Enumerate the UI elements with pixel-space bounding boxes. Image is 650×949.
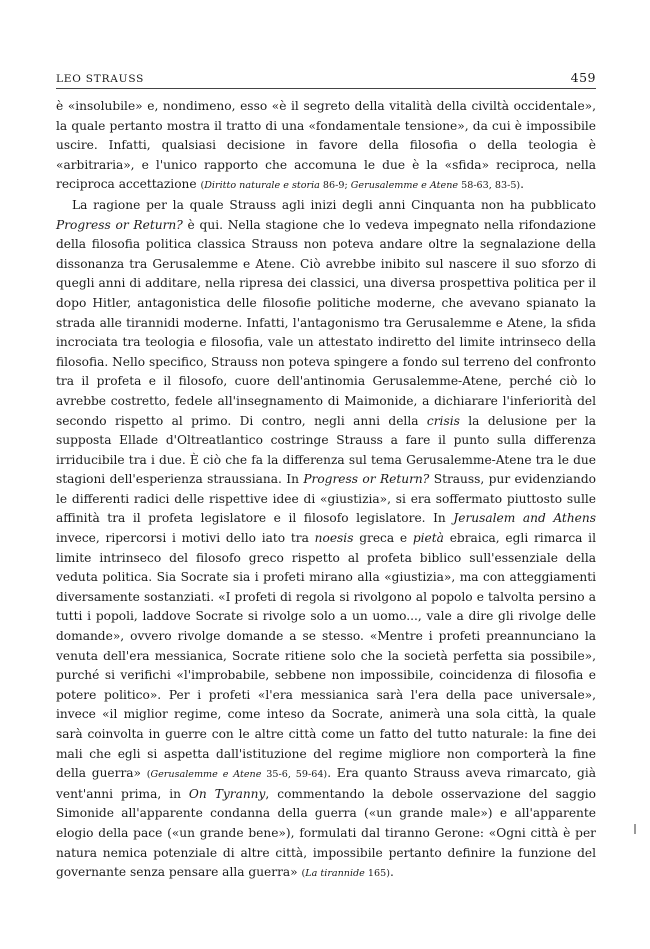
book-title: Jerusalem and Athens <box>453 511 596 526</box>
paragraph-1: è «insolubile» e, nondimeno, esso «è il segreto della vitalità della civiltà occidentale», la quale pertanto mostra il tratto di una «fondamentale tensione», da cui è impossibile uscire. Infatti, qualsiasi decisione in favore della filosofia o della teologia è «arbitraria», e l'unico rapporto che accomuna le due è la «sfida» reciproca, nella reciproca accettazione (Diritto naturale e storia 86-9; Gerusalemme e Atene 58-63, 83-5). <box>56 99 596 192</box>
italic-term: pietà <box>412 531 444 546</box>
citation-1: (Diritto naturale e storia 86-9; Gerusalemme e Atene 58-63, 83-5) <box>200 180 521 192</box>
citation-title: Gerusalemme e Atene <box>350 180 459 192</box>
italic-term: noesis <box>314 531 354 546</box>
running-head-author: LEO STRAUSS <box>56 73 145 85</box>
scan-mark <box>634 824 636 834</box>
citation-title: Gerusalemme e Atene <box>150 769 262 781</box>
book-title: On Tyranny <box>188 786 266 801</box>
page <box>56 70 596 884</box>
running-header <box>56 70 596 89</box>
p1-text: è «insolubile» e, nondimeno, esso «è il segreto della vitalità della civiltà occidentale», la quale pertanto mostra il tratto di una «fondamentale tensione», da cui è impossibile uscire. Infatti, qualsiasi decisione in favore della filosofia o della teologia è «arbitraria», e l'unico rapporto che accomuna le due è la «sfida» reciproca, nella reciproca accettazione <box>56 99 596 192</box>
body-text <box>56 97 596 884</box>
citation-2: (Gerusalemme e Atene 35-6, 59-64) <box>146 769 328 781</box>
italic-term: crisis <box>426 413 460 428</box>
page-number: 459 <box>570 70 596 85</box>
citation-title: La tirannide <box>305 868 365 880</box>
paragraph-2: La ragione per la quale Strauss agli inizi degli anni Cinquanta non ha pubblicato Progress or Return? è qui. Nella stagione che lo vedeva impegnato nella rifondazione della filosofia politica classica Strauss non poteva andare oltre la segnalazione della dissonanza tra Gerusalemme e Atene. Ciò avrebbe inibito sul nascere il suo sforzo di quegli anni di additare, nella ripresa dei classici, una diversa prospettiva politica per il dopo Hitler, antagonistica delle filosofie politiche moderne, che avevano spianato la strada alle tirannidi moderne. Infatti, l'antagonismo tra Gerusalemme e Atene, la sfida incrociata tra teologia e filosofia, vale un attestato indiretto del limite intrinseco della filosofia. Nello specifico, Strauss non poteva spingere a fondo sul terreno del confronto tra il profeta e il filosofo, cuore dell'antinomia Gerusalemme-Atene, perché ciò lo avrebbe costretto, fedele all'insegnamento di Maimonide, a dichiarare l'inferiorità del secondo rispetto al primo. Di contro, negli anni della crisis la delusione per la supposta Ellade d'Oltreatlantico costringe Strauss a fare il punto sulla differenza irriducibile tra i due. È ciò che fa la differenza sul tema Gerusalemme-Atene tra le due stagioni dell'esperienza straussiana. In Progress or Return? Strauss, pur evidenziando le differenti radici delle rispettive idee di «giustizia», si era soffermato piuttosto sulle affinità tra il profeta legislatore e il filosofo legislatore. In Jerusalem and Athens invece, ripercorsi i motivi dello iato tra noesis greca e pietà ebraica, egli rimarca il limite intrinseco del filosofo greco rispetto al profeta biblico sull'essenziale della veduta politica. Sia Socrate sia i profeti mirano alla «giustizia», ma con atteggiamenti diversamente sostanziati. «I profeti di regola si rivolgono al popolo e talvolta persino a tutti i popoli, laddove Socrate si rivolge solo a un uomo..., vale a dire gli rivolge delle domande», ovvero rivolge domande a se stesso. «Mentre i profeti preannunciano la venuta dell'era messianica, Socrate ritiene solo che la società perfetta sia possibile», purché si verifichi «l'improbabile, sebbene non impossibile, coincidenza di filosofia e potere politico». Per i profeti «l'era messianica sarà l'era della pace universale», invece «il miglior regime, come inteso da Socrate, animerà una sola città, la quale sarà coinvolta in guerre con le altre città come un fatto del tutto naturale: la fine dei mali che egli si aspetta dall'istituzione del regime migliore non comporterà la fine della guerra» (Gerusalemme e Atene 35-6, 59-64). Era quanto Strauss aveva rimarcato, già vent'anni prima, in On Tyranny, commentando la debole osservazione del saggio Simonide all'apparente condanna della guerra («un grande male») e all'apparente elogio della pace («un grande bene»), formulati dal tiranno Gerone: «Ogni città è per natura nemica potenziale di altre città, impossibile pertanto definire la funzione del governante senza pensare alla guerra» (La tirannide 165). <box>56 197 597 880</box>
book-title: Progress or Return? <box>56 217 183 232</box>
citation-title: Diritto naturale e storia <box>204 180 320 192</box>
book-title: Progress or Return? <box>303 472 430 487</box>
citation-3: (La tirannide 165) <box>301 868 390 880</box>
